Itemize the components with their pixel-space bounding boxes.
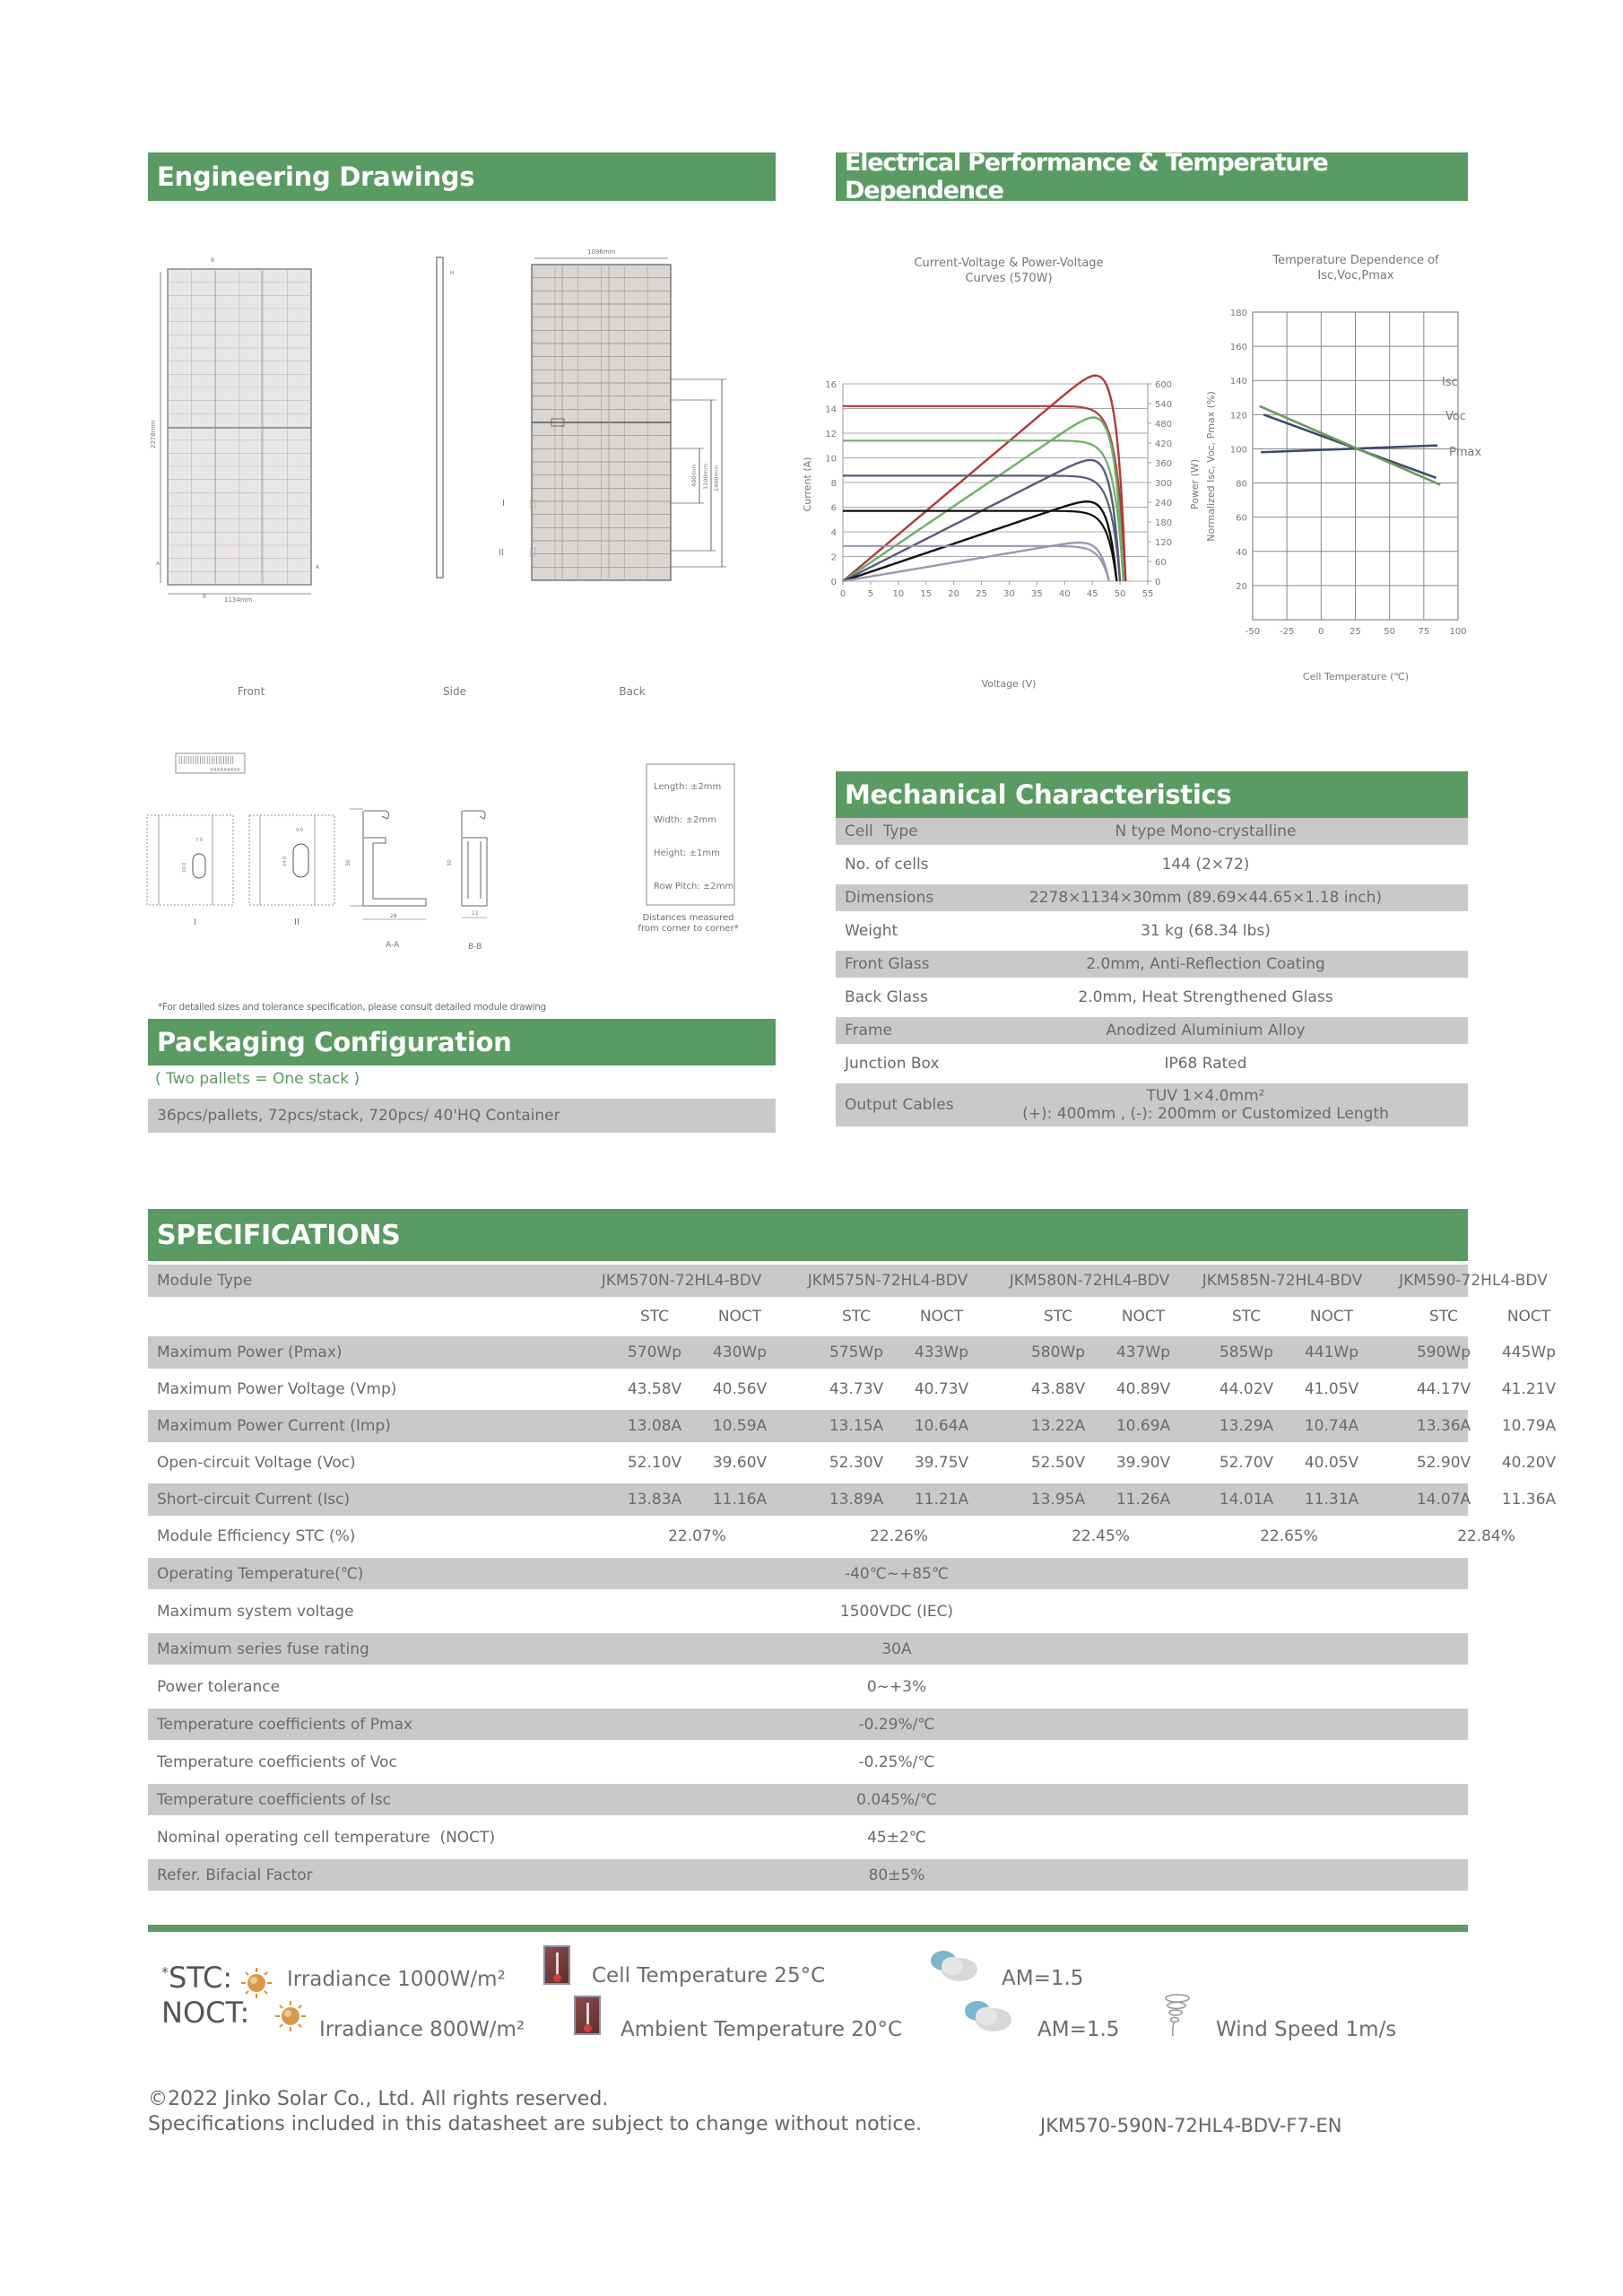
electrical-performance-title: Electrical Performance & Temperature Dependence <box>845 149 1328 204</box>
mechanical-row-value <box>943 889 1468 907</box>
spec-row-common <box>148 1746 1468 1778</box>
temp-ylabel: Normalized Isc, Voc, Pmax (%) <box>1205 391 1217 542</box>
noct-wind-speed: Wind Speed 1m/s <box>1216 2018 1397 2041</box>
mechanical-value-line: 2.0mm, Anti-Reflection Coating <box>1086 955 1325 973</box>
spec-efficiency-cell: 22.65% <box>1260 1527 1318 1545</box>
pv-curve-3 <box>843 501 1116 581</box>
stc-irradiance: Irradiance 1000W/m² <box>287 1968 506 1991</box>
mechanical-value-line: 2278×1134×30mm (89.69×44.65×1.18 inch) <box>1028 889 1383 907</box>
barcode-label <box>176 753 245 773</box>
back-width-dim: 1096mm <box>587 248 616 256</box>
spec-row <box>148 1410 1557 1442</box>
iv-xtick-label: 30 <box>1003 589 1015 599</box>
spec-cell: 13.83A <box>627 1491 682 1509</box>
spec-cell: 43.73V <box>829 1380 884 1398</box>
mechanical-row <box>836 918 1468 944</box>
mechanical-row-value <box>943 822 1468 840</box>
detail-ii <box>249 815 334 927</box>
dim-1100mm: 1100mm <box>702 463 709 490</box>
stc-cell-temperature: Cell Temperature 25°C <box>592 1964 826 1987</box>
spec-cell: 13.08A <box>627 1417 682 1435</box>
temp-xtick-label: 100 <box>1449 627 1467 637</box>
specifications-title: SPECIFICATIONS <box>157 1219 401 1251</box>
temperature-dependence-chart <box>1202 242 1488 691</box>
spec-stc-header: STC <box>1428 1308 1459 1326</box>
spec-cell: 52.90V <box>1416 1454 1471 1472</box>
spec-efficiency-cell: 22.07% <box>668 1527 726 1545</box>
marker-i: I <box>502 499 505 509</box>
spec-row-label: Module Efficiency STC (%) <box>157 1527 356 1545</box>
spec-row-value: 45±2℃ <box>867 1828 926 1847</box>
iv-y2tick-label: 0 <box>1155 578 1161 587</box>
packaging-details: 36pcs/pallets, 72pcs/stack, 720pcs/ 40'HQ Container <box>157 1107 560 1125</box>
spec-efficiency-cell: 22.45% <box>1072 1527 1130 1545</box>
spec-row-label: Maximum Power Current (Imp) <box>157 1417 391 1435</box>
mechanical-row <box>836 884 1468 911</box>
spec-cell: 433Wp <box>914 1344 969 1361</box>
temp-series-label-pmax: Pmax <box>1449 446 1482 459</box>
cloud-icon-noct <box>959 1998 1019 2034</box>
spec-cell: 580Wp <box>1030 1344 1086 1361</box>
spec-cell: 13.22A <box>1030 1417 1086 1435</box>
spec-row-label: Temperature coefficients of Voc <box>157 1752 397 1771</box>
noct-irradiance: Irradiance 800W/m² <box>319 2018 525 2041</box>
dim-400mm: 400mm <box>690 464 698 487</box>
mechanical-row-label: Front Glass <box>845 955 930 973</box>
iv-ytick-label: 2 <box>830 552 837 563</box>
temp-ytick-label: 60 <box>1236 513 1247 524</box>
packaging-details-row <box>148 1099 776 1133</box>
iv-ytick-label: 6 <box>830 503 837 514</box>
spec-cell: 43.88V <box>1030 1380 1086 1398</box>
iv-xtick-label: 55 <box>1141 589 1154 599</box>
iv-chart-title-line1: Current-Voltage & Power-Voltage <box>914 257 1104 270</box>
sun-icon <box>240 1967 273 1999</box>
spec-row-common <box>148 1596 1468 1627</box>
spec-row <box>148 1373 1557 1405</box>
spec-row-value: 80±5% <box>868 1866 925 1884</box>
mechanical-value-line: 144 (2×72) <box>1161 856 1250 874</box>
spec-row-common <box>148 1822 1468 1853</box>
mechanical-row-value <box>943 955 1468 973</box>
stc-label-text: STC: <box>169 1961 233 1995</box>
temp-ytick-label: 40 <box>1236 547 1247 558</box>
stc-label <box>161 1961 232 1995</box>
spec-row-common <box>148 1784 1468 1815</box>
sun-icon-noct <box>274 2000 307 2032</box>
spec-cell: 11.26A <box>1115 1491 1171 1509</box>
iv-xtick-label: 5 <box>867 589 874 599</box>
spec-cell: 40.73V <box>914 1380 969 1398</box>
stc-asterisk: * <box>161 1963 169 1981</box>
temp-xtick-label: -50 <box>1245 627 1261 637</box>
temp-ytick-label: 160 <box>1229 343 1247 353</box>
spec-cell: 10.59A <box>712 1417 768 1435</box>
iv-y2tick-label: 360 <box>1155 459 1173 469</box>
spec-cell: 437Wp <box>1115 1344 1171 1361</box>
iv-xlabel: Voltage (V) <box>981 678 1037 690</box>
spec-row-value: -0.29%/℃ <box>858 1715 935 1734</box>
iv-xtick-label: 45 <box>1086 589 1098 599</box>
mechanical-row-label: Weight <box>845 922 898 940</box>
mechanical-row <box>836 818 1468 845</box>
spec-cell: 41.05V <box>1304 1380 1359 1398</box>
spec-cell: 39.60V <box>712 1454 768 1472</box>
spec-stc-header: STC <box>841 1308 872 1326</box>
mechanical-row-label: Output Cables <box>845 1096 954 1114</box>
iv-ytick-label: 16 <box>825 380 837 390</box>
mechanical-row-label: Junction Box <box>845 1055 940 1073</box>
mechanical-value-line: IP68 Rated <box>1164 1055 1247 1073</box>
view-label-back: Back <box>619 685 646 698</box>
spec-cell: 11.21A <box>914 1491 969 1509</box>
spec-row <box>148 1447 1557 1479</box>
mechanical-row-value <box>943 856 1468 874</box>
spec-model-name: JKM585N-72HL4-BDV <box>1202 1272 1363 1290</box>
spec-cell: 52.70V <box>1219 1454 1274 1472</box>
spec-row-label: Maximum Power (Pmax) <box>157 1344 343 1361</box>
spec-cell: 14.07A <box>1416 1491 1471 1509</box>
spec-cell: 445Wp <box>1501 1344 1557 1361</box>
detail-i-width: 7.0 <box>195 838 203 843</box>
spec-cell: 52.10V <box>627 1454 682 1472</box>
copyright: ©2022 Jinko Solar Co., Ltd. All rights reserved. <box>148 2088 609 2110</box>
detail-ii-width: 9.0 <box>296 828 303 833</box>
temp-xtick-label: 25 <box>1350 627 1361 637</box>
spec-cell: 39.75V <box>914 1454 969 1472</box>
tolerance-box <box>647 764 734 905</box>
spec-row-value: 30A <box>881 1639 912 1658</box>
spec-noct-header: NOCT <box>919 1308 964 1326</box>
front-view-drawing <box>150 257 320 604</box>
spec-row <box>148 1336 1557 1369</box>
iv-xtick-label: 10 <box>892 589 905 599</box>
mechanical-value-line-2: (+): 400mm , (-): 200mm or Customized Length <box>1022 1105 1389 1123</box>
spec-noct-header: NOCT <box>1506 1308 1551 1326</box>
spec-cell: 40.89V <box>1115 1380 1171 1398</box>
disclaimer: Specifications included in this datasheet are subject to change without notice. <box>148 2113 923 2135</box>
iv-ytick-label: 10 <box>825 454 837 465</box>
spec-row-label: Temperature coefficients of Isc <box>157 1790 391 1809</box>
tolerance-note: Distances measured from corner to corner* <box>638 913 739 934</box>
spec-cell: 13.95A <box>1030 1491 1086 1509</box>
spec-cell: 10.79A <box>1501 1417 1557 1435</box>
spec-efficiency-cell: 22.84% <box>1457 1527 1515 1545</box>
spec-cell: 40.56V <box>712 1380 768 1398</box>
iv-xtick-label: 15 <box>920 589 933 599</box>
mechanical-row <box>836 851 1468 878</box>
document-code: JKM570-590N-72HL4-BDV-F7-EN <box>1040 2115 1342 2136</box>
mechanical-row <box>836 1083 1468 1126</box>
mechanical-value-line: 31 kg (68.34 lbs) <box>1141 922 1271 940</box>
wind-tornado-icon <box>1164 1993 1191 2038</box>
temp-xtick-label: 0 <box>1318 627 1324 637</box>
tolerance-row-pitch: Row Pitch: ±2mm <box>654 882 734 891</box>
iv-ytick-label: 8 <box>830 479 837 489</box>
iv-y2tick-label: 180 <box>1155 518 1173 528</box>
mechanical-row-value <box>943 922 1468 940</box>
dim-1400mm: 1400mm <box>713 465 720 491</box>
spec-model-name: JKM570N-72HL4-BDV <box>601 1272 762 1290</box>
iv-ytick-label: 12 <box>825 430 837 439</box>
iv-xtick-label: 40 <box>1058 589 1071 599</box>
spec-row-label: Operating Temperature(℃) <box>157 1564 364 1583</box>
iv-ytick-label: 0 <box>830 578 837 587</box>
mechanical-row <box>836 1017 1468 1044</box>
mechanical-title: Mechanical Characteristics <box>845 779 1232 810</box>
temp-chart-title-line1: Temperature Dependence of <box>1272 254 1439 267</box>
spec-cell: 14.01A <box>1219 1491 1274 1509</box>
spec-row-value: 1500VDC (IEC) <box>839 1602 954 1621</box>
spec-efficiency-cell: 22.26% <box>870 1527 928 1545</box>
cell-thermometer-icon <box>543 1945 570 1985</box>
spec-noct-header: NOCT <box>717 1308 762 1326</box>
spec-row-common <box>148 1558 1468 1589</box>
iv-y2tick-label: 540 <box>1155 400 1173 410</box>
noct-ambient-temperature: Ambient Temperature 20°C <box>621 2018 903 2041</box>
drawing-footnote: *For detailed sizes and tolerance specification, please consult detailed module drawing <box>158 1002 546 1013</box>
temp-ytick-label: 120 <box>1229 411 1247 422</box>
temp-series-label-isc: Isc <box>1442 376 1458 389</box>
mechanical-value-line: TUV 1×4.0mm² <box>1146 1087 1265 1105</box>
spec-cell: 41.21V <box>1501 1380 1557 1398</box>
temp-ytick-label: 180 <box>1229 309 1247 318</box>
temp-ytick-label: 100 <box>1229 445 1247 456</box>
spec-cell: 590Wp <box>1416 1344 1471 1361</box>
iv-curve-4 <box>843 546 1109 581</box>
iv-curve-0 <box>843 406 1125 581</box>
iv-y2tick-label: 60 <box>1155 558 1167 568</box>
iv-xtick-label: 20 <box>948 589 960 599</box>
noct-air-mass: AM=1.5 <box>1037 2018 1120 2041</box>
iv-y2tick-label: 600 <box>1155 380 1173 390</box>
temp-xtick-label: -25 <box>1279 627 1295 637</box>
back-view-drawing <box>499 248 726 580</box>
section-aa-label: A-A <box>386 941 400 950</box>
spec-row-value: -0.25%/℃ <box>858 1752 935 1771</box>
mechanical-row-value <box>943 988 1468 1006</box>
iv-y2tick-label: 120 <box>1155 538 1173 548</box>
mechanical-row-value <box>943 1055 1468 1073</box>
spec-row-label: Temperature coefficients of Pmax <box>157 1715 413 1734</box>
mechanical-row-value <box>943 1087 1468 1123</box>
spec-row-common <box>148 1859 1468 1891</box>
side-view-drawing <box>437 257 455 578</box>
mechanical-value-line: N type Mono-crystalline <box>1115 822 1297 840</box>
spec-cell: 52.30V <box>829 1454 884 1472</box>
iv-xtick-label: 25 <box>976 589 987 599</box>
spec-cell: 570Wp <box>627 1344 682 1361</box>
section-b-b <box>462 811 487 918</box>
mechanical-row-label: Cell Type <box>845 822 918 840</box>
temp-xlabel: Cell Temperature (℃) <box>1302 671 1410 683</box>
spec-cell: 52.50V <box>1030 1454 1086 1472</box>
spec-cell: 44.17V <box>1416 1380 1471 1398</box>
iv-y2tick-label: 240 <box>1155 499 1173 509</box>
marker-b-bottom: B <box>203 594 207 600</box>
mechanical-row <box>836 951 1468 978</box>
engineering-drawings <box>143 224 789 709</box>
spec-row-label: Nominal operating cell temperature (NOCT) <box>157 1828 496 1847</box>
detail-drawings <box>143 744 789 987</box>
spec-stc-header: STC <box>1043 1308 1073 1326</box>
spec-noct-header: NOCT <box>1121 1308 1166 1326</box>
temp-ytick-label: 140 <box>1229 377 1247 387</box>
spec-model-name: JKM580N-72HL4-BDV <box>1009 1272 1170 1290</box>
mechanical-value-line: Anodized Aluminium Alloy <box>1106 1022 1306 1039</box>
spec-cell: 13.29A <box>1219 1417 1274 1435</box>
spec-cell: 585Wp <box>1219 1344 1274 1361</box>
mechanical-row <box>836 984 1468 1011</box>
spec-cell: 40.20V <box>1501 1454 1557 1472</box>
spec-cell: 13.89A <box>829 1491 884 1509</box>
marker-b-top: B <box>211 257 215 264</box>
spec-row-value: -40℃~+85℃ <box>844 1564 950 1583</box>
temp-ytick-label: 80 <box>1236 479 1247 490</box>
iv-xtick-label: 0 <box>839 589 846 599</box>
section-bb-label: B-B <box>468 943 482 952</box>
iv-pv-chart <box>798 242 1219 700</box>
spec-row-module-type <box>148 1265 1548 1297</box>
temp-series-label-voc: Voc <box>1445 410 1466 423</box>
spec-row-conditions <box>148 1300 1551 1333</box>
spec-stc-header: STC <box>1231 1308 1262 1326</box>
iv-ylabel: Current (A) <box>802 457 813 512</box>
front-height-dim: 2278mm <box>150 420 157 448</box>
view-label-side: Side <box>443 685 466 698</box>
spec-cell: 43.58V <box>627 1380 682 1398</box>
iv-y2tick-label: 480 <box>1155 420 1173 430</box>
spec-cell: 40.05V <box>1304 1454 1359 1472</box>
spec-row-value: 0~+3% <box>866 1677 927 1696</box>
tolerance-width: Width: ±2mm <box>654 815 716 825</box>
barcode-text: XXXXXXXXX <box>210 768 240 773</box>
temp-ytick-label: 20 <box>1236 581 1247 592</box>
engineering-drawings-title: Engineering Drawings <box>157 161 475 192</box>
spec-noct-header: NOCT <box>1309 1308 1354 1326</box>
spec-cell: 10.69A <box>1115 1417 1171 1435</box>
iv-chart-title-line2: Curves (570W) <box>965 272 1053 285</box>
mechanical-row-label: Frame <box>845 1022 892 1039</box>
spec-label: Module Type <box>157 1272 253 1290</box>
mechanical-header <box>836 771 1468 818</box>
spec-stc-header: STC <box>639 1308 670 1326</box>
spec-cell: 39.90V <box>1115 1454 1171 1472</box>
ambient-thermometer-icon <box>574 1996 601 2035</box>
spec-cell: 11.31A <box>1304 1491 1359 1509</box>
marker-a-left: A <box>156 561 161 567</box>
spec-cell: 44.02V <box>1219 1380 1274 1398</box>
packaging-header <box>148 1019 776 1065</box>
spec-model-name: JKM590-72HL4-BDV <box>1399 1272 1548 1290</box>
noct-label: NOCT: <box>161 1996 250 2030</box>
section-a-a <box>350 809 426 919</box>
spec-row-common <box>148 1633 1468 1665</box>
spec-row-label: Refer. Bifacial Factor <box>157 1866 313 1884</box>
side-h-label: H <box>450 270 455 276</box>
detail-ii-label: II <box>294 918 299 927</box>
spec-cell: 11.16A <box>712 1491 768 1509</box>
tolerance-height: Height: ±1mm <box>654 848 720 858</box>
mechanical-row-label: No. of cells <box>845 856 929 874</box>
pv-curve-2 <box>843 460 1120 581</box>
iv-y2tick-label: 300 <box>1155 479 1173 489</box>
spec-cell: 13.36A <box>1416 1417 1471 1435</box>
detail-ii-height: 14.0 <box>282 856 288 866</box>
section-aa-height: 30 <box>345 859 352 866</box>
packaging-title: Packaging Configuration <box>157 1027 512 1057</box>
section-bb-width: 11 <box>472 910 479 917</box>
spec-cell: 430Wp <box>712 1344 768 1361</box>
iv-xtick-label: 35 <box>1030 589 1043 599</box>
electrical-performance-header <box>836 149 1468 204</box>
temp-xtick-label: 50 <box>1384 627 1396 637</box>
iv-curve-2 <box>843 475 1120 581</box>
mechanical-value-line: 2.0mm, Heat Strengthened Glass <box>1078 988 1333 1006</box>
engineering-drawings-header <box>148 152 776 201</box>
spec-row-efficiency <box>148 1520 1515 1552</box>
stc-air-mass: AM=1.5 <box>1002 1967 1084 1990</box>
tolerance-length: Length: ±2mm <box>654 782 722 792</box>
iv-y2tick-label: 420 <box>1155 439 1173 449</box>
iv-y2label: Power (W) <box>1189 458 1201 510</box>
detail-i-height: 10.0 <box>182 862 187 873</box>
section-aa-width: 28 <box>390 913 397 919</box>
iv-ytick-label: 14 <box>825 404 837 415</box>
spec-cell: 10.74A <box>1304 1417 1359 1435</box>
iv-ytick-label: 4 <box>830 528 837 538</box>
spec-row <box>148 1483 1557 1516</box>
mechanical-row-label: Back Glass <box>845 988 928 1006</box>
detail-i <box>147 815 233 927</box>
spec-cell: 10.64A <box>914 1417 969 1435</box>
spec-cell: 575Wp <box>829 1344 884 1361</box>
packaging-subtitle: ( Two pallets = One stack ) <box>155 1070 360 1088</box>
mechanical-row-value <box>943 1022 1468 1039</box>
spec-model-name: JKM575N-72HL4-BDV <box>807 1272 968 1290</box>
spec-row-label: Power tolerance <box>157 1677 281 1696</box>
spec-cell: 13.15A <box>829 1417 884 1435</box>
front-width-dim: 1134mm <box>224 596 253 604</box>
spec-cell: 11.36A <box>1501 1491 1557 1509</box>
spec-row-label: Maximum series fuse rating <box>157 1639 369 1658</box>
marker-a-right: A <box>316 564 320 570</box>
specifications-bottom-rule <box>148 1925 1468 1932</box>
spec-row-common <box>148 1671 1468 1702</box>
detail-i-label: I <box>194 918 196 927</box>
mechanical-row-label: Dimensions <box>845 889 934 907</box>
spec-row-common <box>148 1709 1468 1740</box>
temp-chart-title-line2: Isc,Voc,Pmax <box>1317 269 1394 283</box>
spec-row-label: Maximum Power Voltage (Vmp) <box>157 1380 397 1398</box>
spec-row-label: Short-circuit Current (Isc) <box>157 1491 351 1509</box>
marker-ii: II <box>499 548 504 558</box>
spec-row-label: Open-circuit Voltage (Voc) <box>157 1454 356 1472</box>
spec-row-label: Maximum system voltage <box>157 1602 354 1621</box>
iv-xtick-label: 50 <box>1114 589 1126 599</box>
spec-row-value: 0.045%/℃ <box>856 1790 937 1809</box>
mechanical-row <box>836 1050 1468 1077</box>
temp-xtick-label: 75 <box>1418 627 1430 637</box>
section-bb-height: 30 <box>447 859 453 866</box>
view-label-front: Front <box>237 685 265 698</box>
spec-cell: 441Wp <box>1304 1344 1359 1361</box>
specifications-header <box>148 1209 1468 1261</box>
cloud-icon <box>925 1948 985 1984</box>
